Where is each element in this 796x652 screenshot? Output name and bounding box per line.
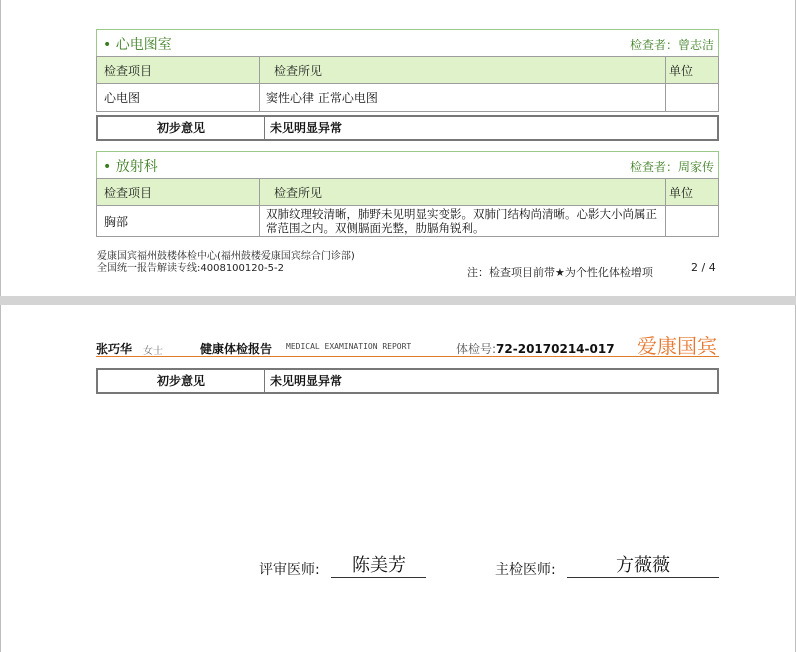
page-number: 2 / 4: [691, 261, 716, 274]
report-title-en: MEDICAL EXAMINATION REPORT: [286, 342, 412, 351]
ecg-unit: [666, 84, 719, 112]
footer-note: 注：检查项目前带★为个性化体检增项: [467, 266, 653, 279]
report-title: 健康体检报告: [200, 342, 273, 356]
reviewer-label: 评审医师:: [259, 562, 320, 578]
col-header-unit: 单位: [666, 57, 719, 84]
col-header-finding: 检查所见: [260, 179, 666, 206]
brand-logo: 爱康国宾: [637, 334, 717, 358]
col-header-unit: 单位: [666, 179, 719, 206]
chief-label: 主检医师:: [495, 562, 556, 578]
ecg-table: [96, 56, 719, 112]
exam-number-label: 体检号:: [456, 342, 497, 356]
radiology-item: 胸部: [97, 206, 260, 237]
ecg-section-header: [96, 29, 719, 56]
col-header-item: 检查项目: [97, 179, 260, 206]
radiology-section-header: [96, 151, 719, 178]
footer-org: 爱康国宾福州鼓楼体检中心(福州鼓楼爱康国宾综合门诊部): [97, 251, 355, 262]
col-header-item: 检查项目: [97, 57, 260, 84]
table-row: [97, 84, 719, 112]
col-header-finding: 检查所见: [260, 57, 666, 84]
reviewer-signature: 陈美芳: [352, 555, 406, 576]
chief-signature-line: [567, 577, 719, 578]
radiology-inspector: 检查者：周家传: [629, 160, 714, 174]
ecg-inspector: 检查者：曾志洁: [629, 38, 714, 52]
ecg-finding: 窦性心律 正常心电图: [260, 84, 666, 112]
patient-name: 张巧华: [96, 342, 133, 356]
table-row: [97, 206, 719, 237]
radiology-table-header: [97, 179, 719, 206]
report-page-3: [0, 305, 796, 652]
ecg-opinion-value: 未见明显异常: [270, 121, 343, 135]
radiology-table: [96, 178, 719, 237]
chief-signature: 方薇薇: [616, 555, 670, 576]
radiology-finding: 双肺纹理较清晰，肺野未见明显实变影。双肺门结构尚清晰。心影大小尚属正常范围之内。双侧膈面光整，肋膈角锐利。: [260, 206, 666, 237]
report-page-2: [0, 0, 796, 296]
exam-number-value: 72-20170214-017: [496, 342, 615, 356]
patient-gender: 女士: [143, 346, 163, 357]
footer-info: [97, 251, 355, 275]
ecg-opinion-label: 初步意见: [98, 117, 265, 139]
exam-number: [456, 340, 615, 357]
ecg-item: 心电图: [97, 84, 260, 112]
footer-hotline: 全国统一报告解读专线:4008100120-5-2: [97, 263, 284, 274]
ecg-opinion-row: [96, 115, 719, 141]
opinion-label: 初步意见: [98, 370, 265, 392]
radiology-section-title: • 放射科: [103, 159, 158, 175]
ecg-table-header: [97, 57, 719, 84]
opinion-value: 未见明显异常: [270, 374, 343, 388]
page3-opinion-row: [96, 368, 719, 394]
reviewer-signature-line: [331, 577, 426, 578]
ecg-section-title: • 心电图室: [103, 37, 172, 53]
report-header: [96, 330, 719, 357]
radiology-unit: [666, 206, 719, 237]
